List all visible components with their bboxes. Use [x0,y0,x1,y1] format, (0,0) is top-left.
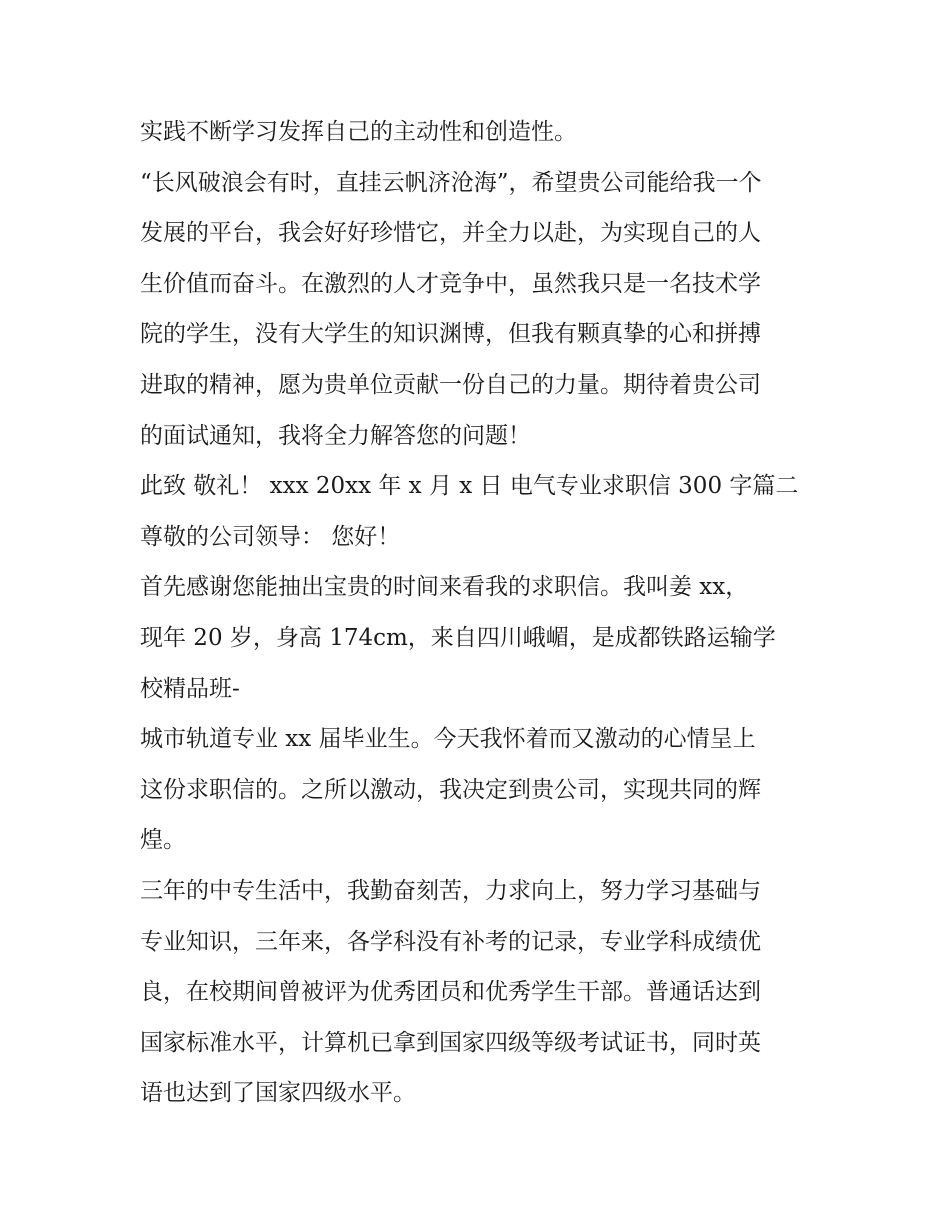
text-line: 院的学生，没有大学生的知识渊博，但我有颗真挚的心和拼搏 [140,321,761,348]
text-line: 专业知识，三年来，各学科没有补考的记录，专业学科成绩优 [140,928,761,955]
text-line: 三年的中专生活中，我勤奋刻苦，力求向上，努力学习基础与 [140,877,761,904]
text-line: 发展的平台，我会好好珍惜它，并全力以赴，为实现自己的人 [140,220,761,247]
text-line: 首先感谢您能抽出宝贵的时间来看我的求职信。我叫姜 xx， [140,574,749,601]
text-line: 进取的精神，愿为贵单位贡献一份自己的力量。期待着贵公司 [140,371,761,398]
text-line: 煌。 [140,827,186,854]
text-line: 城市轨道专业 xx 届毕业生。今天我怀着而又激动的心情呈上 [140,726,756,753]
text-line: 现年 20 岁，身高 174cm，来自四川峨嵋，是成都铁路运输学 [140,624,776,651]
text-line: 生价值而奋斗。在激烈的人才竞争中，虽然我只是一名技术学 [140,270,761,297]
text-line: 良，在校期间曾被评为优秀团员和优秀学生干部。普通话达到 [140,979,761,1006]
text-line: “长风破浪会有时，直挂云帆济沧海”，希望贵公司能给我一个 [140,169,762,196]
text-line: 校精品班- [140,675,240,702]
text-line: 这份求职信的。之所以激动，我决定到贵公司，实现共同的辉 [140,776,761,803]
text-line: 国家标准水平，计算机已拿到国家四级等级考试证书，同时英 [140,1029,761,1056]
salutation-line: 尊敬的公司领导： 您好！ [140,523,401,550]
text-line: 实践不断学习发挥自己的主动性和创造性。 [140,119,577,145]
letter-body [140,107,820,1119]
closing-line: 此致 敬礼！ xxx 20xx 年 x 月 x 日 电气专业求职信 300 字篇二 [140,473,799,500]
text-line: 语也达到了国家四级水平。 [140,1080,416,1107]
text-line: 的面试通知，我将全力解答您的问题！ [140,422,531,449]
